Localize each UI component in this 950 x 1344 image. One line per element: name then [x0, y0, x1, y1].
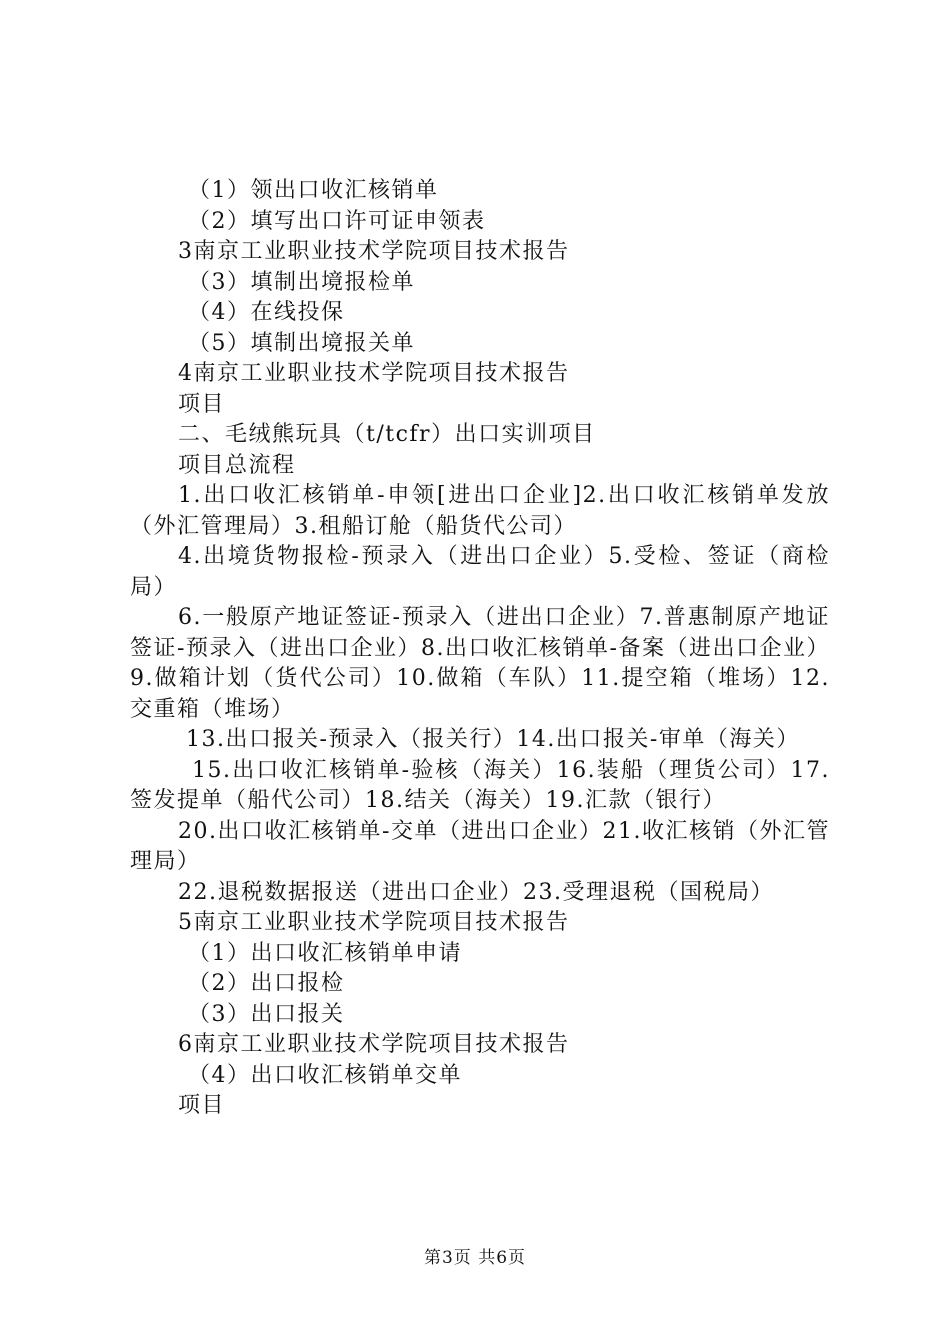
step-line: （4）出口收汇核销单交单 — [188, 1062, 462, 1088]
step-line: （2）出口报检 — [188, 971, 345, 996]
step-line: （2）填写出口许可证申领表 — [188, 208, 486, 234]
page-number-footer: 第3页 共6页 — [423, 1248, 527, 1268]
step-line: （3）填制出境报检单 — [188, 269, 415, 295]
step-line: （3）出口报关 — [188, 1001, 345, 1027]
flow-paragraph: 20.出口收汇核销单-交单（进出口企业）21.收汇核销（外汇管理局） — [130, 818, 830, 874]
step-line: （4）在线投保 — [188, 300, 345, 325]
flow-paragraph: 1.出口收汇核销单-申领[进出口企业]2.出口收汇核销单发放（外汇管理局）3.租船订舱（船货代公司） — [130, 483, 830, 539]
section-subheading: 项目总流程 — [178, 452, 296, 478]
section-heading: 二、毛绒熊玩具（t/tcfr）出口实训项目 — [178, 422, 596, 447]
report-header-line: 6南京工业职业技术学院项目技术报告 — [178, 1032, 570, 1057]
flow-paragraph: 15.出口收汇核销单-验核（海关）16.装船（理货公司）17.签发提单（船代公司）18.结关（海关）19.汇款（银行） — [130, 757, 830, 813]
flow-line: 22.退税数据报送（进出口企业）23.受理退税（国税局） — [178, 879, 774, 905]
step-line: （5）填制出境报关单 — [188, 330, 415, 356]
flow-paragraph: 6.一般原产地证签证-预录入（进出口企业）7.普惠制原产地证签证-预录入（进出口企业）8.出口收汇核销单-备案（进出口企业）9.做箱计划（货代公司）10.做箱（车队）11.提空箱（堆场）12.交重箱（堆场） — [130, 605, 830, 722]
document-body — [130, 176, 830, 1122]
section-label: 项目 — [178, 391, 226, 417]
section-label: 项目 — [178, 1093, 226, 1118]
step-line: （1）出口收汇核销单申请 — [188, 940, 462, 966]
report-header-line: 5南京工业职业技术学院项目技术报告 — [178, 910, 570, 935]
flow-paragraph: 4.出境货物报检-预录入（进出口企业）5.受检、签证（商检局） — [130, 544, 830, 600]
step-line: （1）领出口收汇核销单 — [188, 178, 439, 203]
report-header-line: 3南京工业职业技术学院项目技术报告 — [178, 239, 570, 264]
flow-paragraph: 13.出口报关-预录入（报关行）14.出口报关-审单（海关） — [186, 727, 800, 752]
report-header-line: 4南京工业职业技术学院项目技术报告 — [178, 361, 570, 386]
